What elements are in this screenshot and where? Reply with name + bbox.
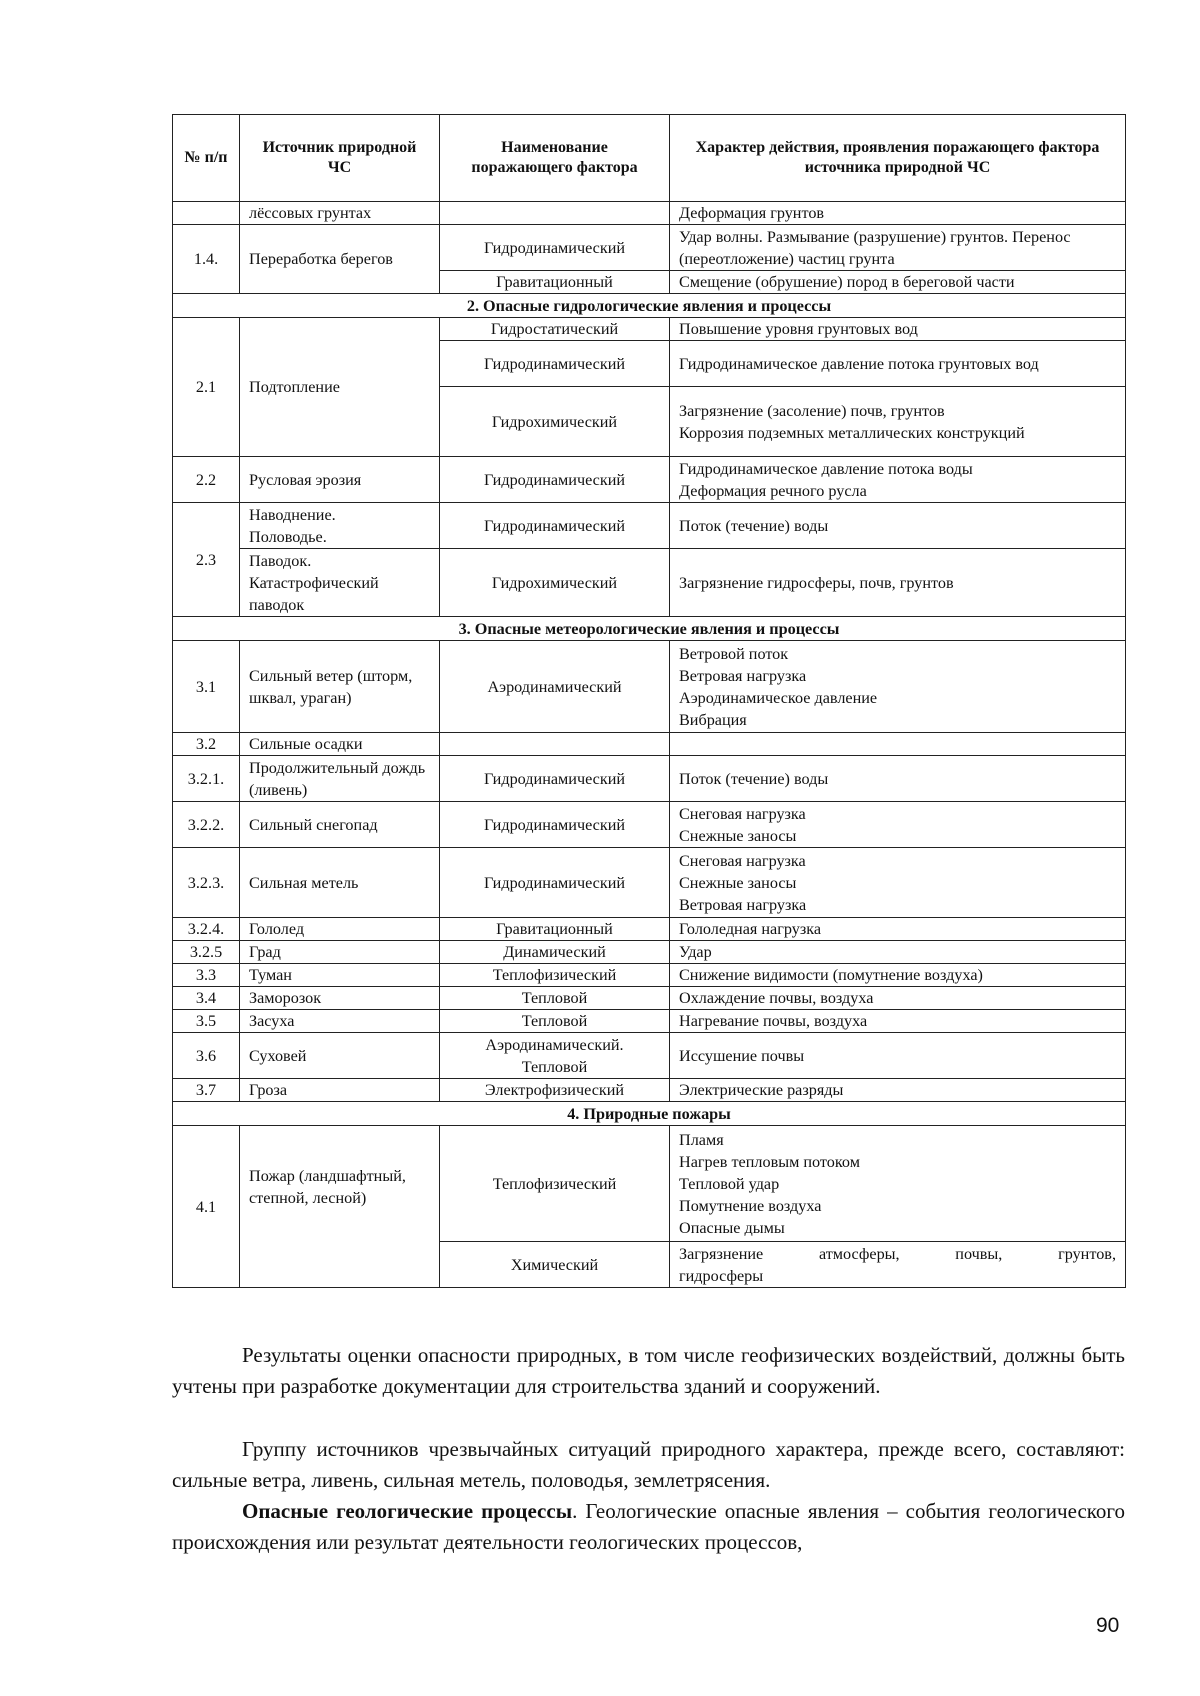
- cell-character: Гидродинамическое давление потока воды Деформация речного русла: [670, 457, 1126, 503]
- cell-factor: Гидродинамический: [440, 457, 670, 503]
- cell-source: Сильные осадки: [240, 733, 440, 756]
- cell-character: Поток (течение) воды: [670, 503, 1126, 549]
- cell-num: 3.7: [173, 1079, 240, 1102]
- cell-character: Ветровой поток Ветровая нагрузка Аэродинамическое давление Вибрация: [670, 641, 1126, 733]
- page-number: 90: [1096, 1614, 1120, 1637]
- cell-factor: Гидрохимический: [440, 387, 670, 457]
- cell-source: Гололед: [240, 918, 440, 941]
- cell-character: Загрязнение (засоление) почв, грунтов Коррозия подземных металлических конструкций: [670, 387, 1126, 457]
- cell-character-line: гидросферы: [679, 1266, 764, 1285]
- table-row: [173, 941, 1126, 964]
- cell-source: Сильный ветер (шторм, шквал, ураган): [240, 641, 440, 733]
- section-row: [173, 294, 1126, 318]
- cell-character-line: Загрязнение атмосферы, почвы, грунтов,: [679, 1244, 1116, 1263]
- cell-num: 3.2: [173, 733, 240, 756]
- table-row: [173, 733, 1126, 756]
- cell-source: Продолжительный дождь (ливень): [240, 756, 440, 802]
- cell-character: Снижение видимости (помутнение воздуха): [670, 964, 1126, 987]
- cell-factor: Гидродинамический: [440, 341, 670, 387]
- cell-character: Снеговая нагрузка Снежные заносы: [670, 802, 1126, 848]
- table-row: [173, 987, 1126, 1010]
- cell-factor: Гидрохимический: [440, 549, 670, 617]
- cell-character: Охлаждение почвы, воздуха: [670, 987, 1126, 1010]
- cell-source: Переработка берегов: [240, 225, 440, 294]
- cell-num: 2.3: [173, 503, 240, 617]
- cell-num: 3.2.3.: [173, 848, 240, 918]
- header-character: Характер действия, проявления поражающего фактора источника природной ЧС: [670, 115, 1126, 202]
- cell-character: Электрические разряды: [670, 1079, 1126, 1102]
- cell-num: 3.2.2.: [173, 802, 240, 848]
- cell-factor: Гравитационный: [440, 271, 670, 294]
- table-row: [173, 318, 1126, 341]
- paragraph-text: . Геологические опасные явления – события геологического происхождения или результат деятельности геологических процессов,: [172, 1499, 1126, 1554]
- cell-source: Подтопление: [240, 318, 440, 457]
- cell-num: 3.2.4.: [173, 918, 240, 941]
- cell-factor: Динамический: [440, 941, 670, 964]
- table-row: [173, 964, 1126, 987]
- cell-num: 3.2.1.: [173, 756, 240, 802]
- cell-factor: Аэродинамический. Тепловой: [440, 1033, 670, 1079]
- cell-character: Загрязнение гидросферы, почв, грунтов: [670, 549, 1126, 617]
- cell-source: Град: [240, 941, 440, 964]
- table-row: [173, 549, 1126, 617]
- cell-factor: Гидродинамический: [440, 848, 670, 918]
- cell-character: Гололедная нагрузка: [670, 918, 1126, 941]
- table-row: [173, 756, 1126, 802]
- header-factor: Наименование поражающего фактора: [440, 115, 670, 202]
- table-row: [173, 202, 1126, 225]
- cell-factor: Гидродинамический: [440, 756, 670, 802]
- cell-character: Нагревание почвы, воздуха: [670, 1010, 1126, 1033]
- cell-character: Пламя Нагрев тепловым потоком Тепловой удар Помутнение воздуха Опасные дымы: [670, 1126, 1126, 1242]
- cell-factor: Гравитационный: [440, 918, 670, 941]
- cell-character: Деформация грунтов: [670, 202, 1126, 225]
- cell-num: 3.2.5: [173, 941, 240, 964]
- header-num: № п/п: [173, 115, 240, 202]
- table-header-row: [173, 115, 1126, 202]
- hazard-table: [172, 114, 1126, 1288]
- table-row: [173, 918, 1126, 941]
- table-row: [173, 1033, 1126, 1079]
- cell-num: 3.5: [173, 1010, 240, 1033]
- cell-factor: Гидростатический: [440, 318, 670, 341]
- cell-factor: Теплофизический: [440, 964, 670, 987]
- cell-source: Наводнение. Половодье.: [240, 503, 440, 549]
- cell-source: Заморозок: [240, 987, 440, 1010]
- cell-factor: Тепловой: [440, 987, 670, 1010]
- paragraph: Группу источников чрезвычайных ситуаций природного характера, прежде всего, составляют: сильные ветра, ливень, сильная метель, половодья, землетрясения.: [172, 1437, 1125, 1492]
- cell-factor: Химический: [440, 1242, 670, 1288]
- cell-character: [670, 1242, 1126, 1288]
- table-row: [173, 225, 1126, 271]
- table-row: [173, 503, 1126, 549]
- cell-num: 1.4.: [173, 225, 240, 294]
- cell-character: Гидродинамическое давление потока грунтовых вод: [670, 341, 1126, 387]
- cell-num: 3.6: [173, 1033, 240, 1079]
- cell-factor: Электрофизический: [440, 1079, 670, 1102]
- cell-num: 2.1: [173, 318, 240, 457]
- cell-factor: Аэродинамический: [440, 641, 670, 733]
- paragraph: Результаты оценки опасности природных, в том числе геофизических воздействий, должны быть учтены при разработке документации для строительства зданий и сооружений.: [172, 1343, 1125, 1398]
- cell-factor: Гидродинамический: [440, 225, 670, 271]
- cell-factor: Гидродинамический: [440, 802, 670, 848]
- section-title: 4. Природные пожары: [173, 1102, 1126, 1126]
- cell-factor: Тепловой: [440, 1010, 670, 1033]
- table-row: [173, 1126, 1126, 1242]
- cell-source: Паводок. Катастрофический паводок: [240, 549, 440, 617]
- cell-source: Русловая эрозия: [240, 457, 440, 503]
- paragraph: [172, 1496, 1125, 1558]
- table-row: [173, 1079, 1126, 1102]
- section-row: [173, 617, 1126, 641]
- cell-character: Смещение (обрушение) пород в береговой части: [670, 271, 1126, 294]
- cell-source: Пожар (ландшафтный, степной, лесной): [240, 1126, 440, 1288]
- cell-character: Удар: [670, 941, 1126, 964]
- cell-character: Снеговая нагрузка Снежные заносы Ветровая нагрузка: [670, 848, 1126, 918]
- cell-source: Туман: [240, 964, 440, 987]
- cell-source: Сильная метель: [240, 848, 440, 918]
- cell-source: Суховей: [240, 1033, 440, 1079]
- cell-source: Сильный снегопад: [240, 802, 440, 848]
- table-row: [173, 1010, 1126, 1033]
- table-row: [173, 457, 1126, 503]
- table-row: [173, 641, 1126, 733]
- cell-num: 3.3: [173, 964, 240, 987]
- cell-source: Засуха: [240, 1010, 440, 1033]
- cell-character: Повышение уровня грунтовых вод: [670, 318, 1126, 341]
- section-title: 2. Опасные гидрологические явления и процессы: [173, 294, 1126, 318]
- cell-num: 3.1: [173, 641, 240, 733]
- cell-factor: Гидродинамический: [440, 503, 670, 549]
- cell-character: Поток (течение) воды: [670, 756, 1126, 802]
- cell-num: 2.2: [173, 457, 240, 503]
- section-title: 3. Опасные метеорологические явления и процессы: [173, 617, 1126, 641]
- cell-source: лёссовых грунтах: [240, 202, 440, 225]
- cell-num: 4.1: [173, 1126, 240, 1288]
- section-row: [173, 1102, 1126, 1126]
- cell-factor: Теплофизический: [440, 1126, 670, 1242]
- paragraph-bold-term: Опасные геологические процессы: [242, 1499, 573, 1523]
- cell-source: Гроза: [240, 1079, 440, 1102]
- cell-num: 3.4: [173, 987, 240, 1010]
- header-source: Источник природной ЧС: [240, 115, 440, 202]
- table-row: [173, 802, 1126, 848]
- cell-character: Удар волны. Размывание (разрушение) грунтов. Перенос (переотложение) частиц грунта: [670, 225, 1126, 271]
- cell-character: Иссушение почвы: [670, 1033, 1126, 1079]
- table-row: [173, 848, 1126, 918]
